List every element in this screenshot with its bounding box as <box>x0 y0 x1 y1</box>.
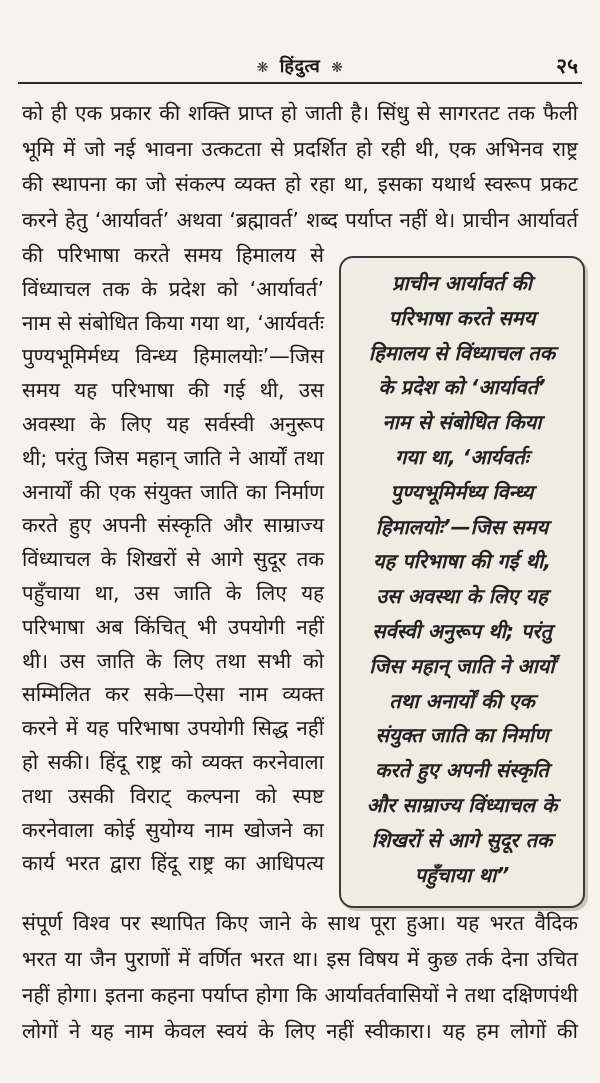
ornament-right-icon: ❋ <box>331 60 344 76</box>
pull-quote-line: पुण्यभूमिर्मध्य विन्ध्य <box>390 479 534 504</box>
body-line: करने में यह परिभाषा उपयोगी सिद्ध नहीं <box>22 716 324 741</box>
body-line: अनार्यों की एक संयुक्त जाति का निर्माण <box>22 479 324 504</box>
body-line: परिभाषा अब किंचित् भी उपयोगी नहीं <box>22 614 324 639</box>
body-line: समय यह परिभाषा की गई थी, उस <box>22 378 324 403</box>
header-rule <box>18 82 582 84</box>
ornament-left-icon: ❋ <box>256 60 269 76</box>
pull-quote-line: परिभाषा करते समय <box>388 305 536 330</box>
body-line: अवस्था के लिए यह सर्वस्वी अनुरूप <box>22 412 324 436</box>
pull-quote-line: सर्वस्वी अनुरूप थी; परंतु <box>372 619 552 643</box>
book-title: हिंदुत्व <box>279 56 321 77</box>
body-line: संपूर्ण विश्व पर स्थापित किए जाने के साथ पूरा हुआ। यह भरत वैदिक <box>22 911 578 935</box>
pull-quote-line: पहुँचाया था” <box>414 862 510 887</box>
pull-quote-line: उस अवस्था के लिए यह <box>376 584 548 609</box>
pull-quote-box <box>339 256 585 908</box>
pull-quote-line: यह परिभाषा की गई थी, <box>373 549 551 574</box>
body-line: भूमि में जो नई भावना उत्कटता से प्रदर्शित हो रही थी, एक अभिनव राष्ट्र <box>22 136 578 161</box>
running-header <box>0 46 600 86</box>
page-number: २५ <box>556 54 578 78</box>
body-line: की स्थापना का जो संकल्प व्यक्त हो रहा था, इसका यथार्थ स्वरूप प्रकट <box>22 172 578 196</box>
pull-quote-line: करते हुए अपनी संस्कृति <box>375 758 549 783</box>
pull-quote-line: प्राचीन आर्यावर्त की <box>392 271 532 295</box>
pull-quote-line: संयुक्त जाति का निर्माण <box>375 723 549 748</box>
pull-quote-line: तथा अनार्यों की एक <box>389 688 535 713</box>
pull-quote-line: हिमालय से विंध्याचल तक <box>368 340 556 365</box>
body-line: तथा उसकी विराट् कल्पना को स्पष्ट <box>22 783 324 808</box>
body-line: थी। उस जाति के लिए तथा सभी को <box>22 648 324 673</box>
body-line: थी; परंतु जिस महान् जाति ने आर्यों तथा <box>22 445 324 470</box>
body-line: लोगों ने यह नाम केवल स्वयं के लिए नहीं स्वीकारा। यह हम लोगों की <box>22 1019 578 1043</box>
body-line: सम्मिलित कर सके—ऐसा नाम व्यक्त <box>22 682 324 707</box>
body-line: करते हुए अपनी संस्कृति और साम्राज्य <box>22 513 324 538</box>
pull-quote-line: शिखरों से आगे सुदूर तक <box>371 827 553 852</box>
body-line: को ही एक प्रकार की शक्ति प्राप्त हो जाती है। सिंधु से सागरतट तक फैली <box>22 101 578 125</box>
pull-quote-line: नाम से संबोधित किया <box>382 410 542 435</box>
pull-quote-line: के प्रदेश को ‘आर्यावर्त’ <box>378 375 546 400</box>
header-title <box>0 54 600 78</box>
body-line: की परिभाषा करते समय हिमालय से <box>22 243 324 267</box>
body-line: नाम से संबोधित किया गया था, ‘आर्यवर्तः <box>22 310 324 335</box>
body-line: विंध्याचल के शिखरों से आगे सुदूर तक <box>22 547 324 572</box>
body-line: करनेवाला कोई सुयोग्य नाम खोजने का <box>22 817 324 842</box>
pull-quote-line: गया था, ‘आर्यवर्तः <box>395 445 529 469</box>
body-line: कार्य भरत द्वारा हिंदू राष्ट्र का आधिपत्य <box>22 851 324 876</box>
body-line: विंध्याचल तक के प्रदेश को ‘आर्यावर्त’ <box>22 276 324 301</box>
body-line: हो सकी। हिंदू राष्ट्र को व्यक्त करनेवाला <box>22 750 324 774</box>
body-line: भरत या जैन पुराणों में वर्णित भरत था। इस विषय में कुछ तर्क देना उचित <box>22 947 578 971</box>
pull-quote-line: जिस महान् जाति ने आर्यों <box>369 653 555 678</box>
body-line: नहीं होगा। इतना कहना पर्याप्त होगा कि आर्यावर्तवासियों ने तथा दक्षिणपंथी <box>22 983 578 1007</box>
body-line: करने हेतु ‘आर्यावर्त’ अथवा ‘ब्रह्मावर्त’ शब्द पर्याप्त नहीं थे। प्राचीन आर्यावर्त <box>22 207 578 232</box>
body-line: पहुँचाया था, उस जाति के लिए यह <box>22 581 324 605</box>
body-line: पुण्यभूमिर्मध्य विन्ध्य हिमालयोः’—जिस <box>22 344 324 369</box>
pull-quote-line: और साम्राज्य विंध्याचल के <box>366 793 558 817</box>
pull-quote-line: हिमालयोः’—जिस समय <box>375 514 549 539</box>
